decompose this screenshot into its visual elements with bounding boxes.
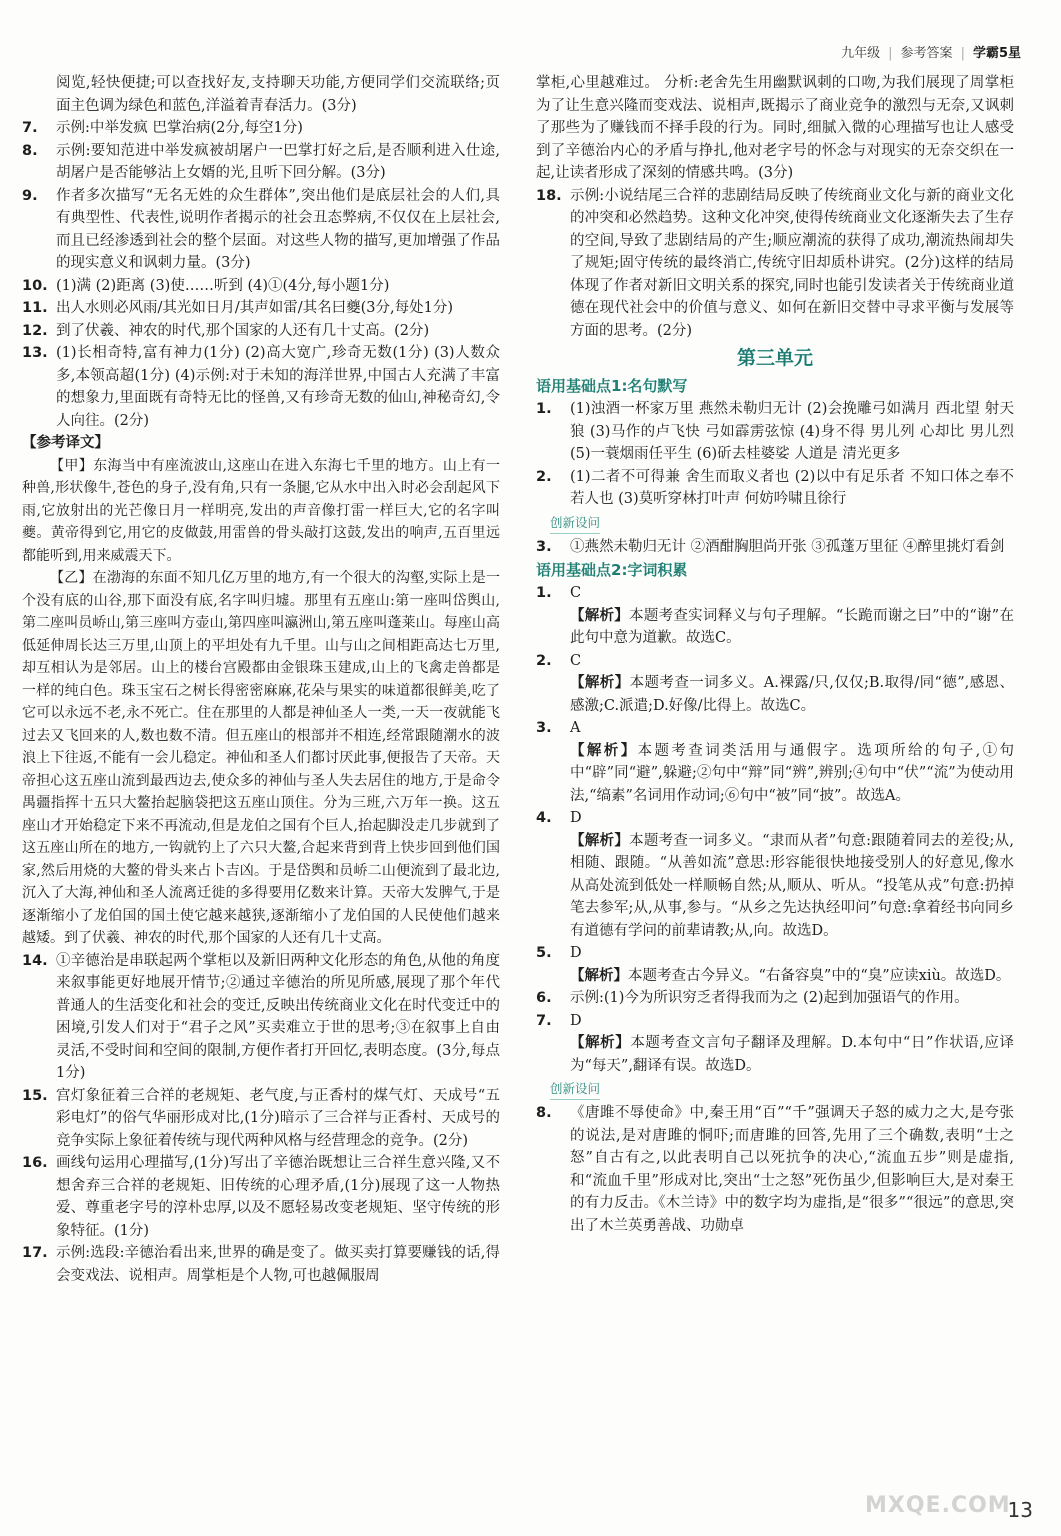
item-text: 示例:选段:辛德治看出来,世界的确是变了。做买卖打算要赚钱的话,得会变戏法、说相声。周掌柜是个人物,可也越佩服周	[56, 1245, 500, 1284]
item-text: 示例:要知范进中举发疯被胡屠户一巴掌打好之后,是否顺利进入仕途,胡屠户是否能够沾上女婿的光,且听下回分解。(3分)	[56, 142, 500, 181]
analysis-label: 【解析】	[570, 606, 630, 624]
answer-item	[536, 650, 1014, 673]
item-number: 2.	[536, 468, 552, 485]
answer-item	[22, 950, 500, 1085]
answer-item	[22, 1152, 500, 1242]
item-number: 7.	[22, 120, 38, 136]
answer-item	[22, 297, 500, 320]
analysis-body: 本题考查实词释义与句子理解。“长跪而谢之曰”中的“谢”在此句中意为道歉。故选C。	[570, 607, 1014, 646]
item-number: 17.	[22, 1245, 48, 1261]
item-text: 画线句运用心理描写,(1分)写出了辛德治既想让三合祥生意兴隆,又不想舍弃三合祥的老规矩、旧传统的心理矛盾,(1分)展现了这一人物热爱、尊重老字号的淳朴忠厚,以及不愿轻易改变老规矩、坚守传统的形象特征。(1分)	[56, 1155, 500, 1239]
section-label: 参考答案	[900, 46, 953, 61]
item-text: 到了伏羲、神农的时代,那个国家的人还有几十丈高。(2分)	[56, 322, 430, 339]
answer-item	[536, 1010, 1014, 1033]
item-text: (1)长相奇特,富有神力(1分) (2)高大宽广,珍奇无数(1分) (3)人数众多,本领高超(1分) (4)示例:对于未知的海洋世界,中国古人充满了丰富的想象力,里面既有奇特无比的怪兽,又有珍奇无数的仙山,神秘奇幻,令人向往。(2分)	[56, 345, 500, 429]
item-number: 3.	[536, 538, 552, 555]
analysis-body: 本题考查古今异义。“右备容臭”中的“臭”应读xiù。故选D。	[628, 967, 1011, 984]
item-number: 18.	[536, 187, 562, 204]
item-number: 8.	[536, 1105, 552, 1121]
analysis-label: 【解析】	[570, 966, 628, 984]
brand-logo: 学霸5星	[972, 46, 1021, 61]
answer-item	[536, 185, 1014, 343]
analysis-text	[536, 965, 1014, 988]
item-number: 1.	[536, 585, 552, 601]
unit-title: 第三单元	[736, 347, 813, 369]
item-text: 示例:小说结尾三合祥的悲剧结局反映了传统商业文化与新的商业文化的冲突和必然趋势。这种文化冲突,使得传统商业文化逐渐失去了生存的空间,导致了悲剧结局的产生;顺应潮流的获得了成功,潮流热闹却失了规矩;固守传统的最终消亡,传统守旧却质朴讲究。(2分)这样的结局体现了作者对新旧文明关系的探究,同时也能引发读者关于传统商业道德在现代社会中的价值与意义、如何在新旧交替中寻求平衡与发展等方面的思考。(2分)	[570, 187, 1014, 339]
item-number: 15.	[22, 1087, 48, 1104]
item-text: 作者多次描写“无名无姓的众生群体”,突出他们是底层社会的人们,具有典型性、代表性,说明作者揭示的社会丑态弊病,不仅仅在上层社会,而且已经渗透到社会的整个层面。对这些人物的描写,更加增强了作品的现实意义和讽刺力量。(3分)	[56, 187, 500, 271]
right-column	[536, 72, 1014, 1237]
answer-item	[22, 342, 500, 432]
analysis-body: 本题考查一词多义。A.裸露/只,仅仅;B.取得/同“德”,感恩、感激;C.派遣;D.好像/比得上。故选C。	[570, 675, 1014, 714]
item-text: D	[570, 945, 582, 961]
item-text: ①辛德治是串联起两个掌柜以及新旧两种文化形态的角色,从他的角度来叙事能更好地展开情节;②通过辛德治的所见所感,展现了那个年代普通人的生活变化和社会的变迁,反映出传统商业文化在时代变迁中的困境,引发人们对于“君子之风”买卖难立于世的思考;③在叙事上自由灵活,不受时间和空间的限制,方便作者打开回忆,表明态度。(3分,每点1分)	[56, 952, 500, 1081]
item-number: 14.	[22, 952, 48, 969]
analysis-label: 【解析】	[570, 831, 630, 849]
item-text: D	[570, 1012, 582, 1029]
answer-item	[536, 807, 1014, 830]
item-text: (1)满 (2)距离 (3)使……听到 (4)①(4分,每小题1分)	[56, 277, 390, 294]
section2-title: 语用基础点2:字词积累	[536, 561, 688, 579]
answer-item	[22, 185, 500, 275]
item-number: 1.	[536, 401, 552, 417]
answer-item	[536, 942, 1014, 965]
analysis-label: 【解析】	[570, 741, 638, 759]
item-number: 12.	[22, 322, 48, 339]
innovation-tag: 创新设问	[550, 1079, 600, 1100]
answer-item	[22, 1085, 500, 1153]
page-number: 13	[1007, 1498, 1033, 1522]
analysis-text	[536, 740, 1014, 808]
left-column	[22, 72, 500, 1287]
analysis-text	[536, 672, 1014, 717]
answer-item	[536, 536, 1014, 559]
intro-paragraph: 阅览,轻快便捷;可以查找好友,支持聊天功能,方便同学们交流联络;页面主色调为绿色和蓝色,洋溢着青春活力。(3分)	[56, 75, 500, 114]
analysis-label: 【解析】	[570, 674, 630, 691]
analysis-body: 本题考查文言句子翻译及理解。D.本句中“日”作状语,应译为“每天”,翻译有误。故选D。	[570, 1035, 1014, 1074]
answer-item	[536, 466, 1014, 511]
watermark: MXQE.COM	[865, 1493, 1011, 1518]
answer-item	[22, 140, 500, 185]
item-text: C	[570, 652, 582, 669]
page-header: 九年级 | 参考答案 | 学霸5星	[841, 46, 1021, 61]
answer-item	[22, 275, 500, 298]
answer-item	[536, 398, 1014, 466]
translation-a: 【甲】东海当中有座流波山,这座山在进入东海七千里的地方。山上有一种兽,形状像牛,苍色的身子,没有角,只有一条腿,它从水中出入时必会刮起风下雨,它放射出的光芒像日月一样明亮,发出的声音像打雷一样巨大,它的名字叫夔。黄帝得到它,用它的皮做鼓,用雷兽的骨头敲打这鼓,发出的响声,五百里远都能听到,用来威震天下。	[22, 457, 500, 564]
item-number: 13.	[22, 345, 48, 361]
item-text: D	[570, 810, 582, 826]
item-number: 10.	[22, 277, 48, 294]
item-number: 9.	[22, 187, 38, 204]
item-text: 示例:中举发疯 巴掌治病(2分,每空1分)	[56, 120, 303, 136]
item-text: 《唐雎不辱使命》中,秦王用“百”“千”强调天子怒的威力之大,是夸张的说法,是对唐雎的恫吓;而唐雎的回答,先用了三个确数,表明“士之怒”自古有之,以此表明自己以死抗争的决心,“流血五步”则是虚指,和“流血千里”形成对比,突出“士之怒”死伤虽少,但影响巨大,是对秦王的有力反击。《木兰诗》中的数字均为虚指,是“很多”“很远”的意思,突出了木兰英勇善战、功勋卓	[570, 1105, 1014, 1234]
item-text: (1)浊酒一杯家万里 燕然未勒归无计 (2)会挽雕弓如满月 西北望 射天狼 (3)马作的卢飞快 弓如霹雳弦惊 (4)身不得 男儿列 心却比 男儿烈 (5)一蓑烟雨任平生 (6)斫去桂婆娑 人道是 清光更多	[570, 401, 1014, 462]
section1-title: 语用基础点1:名句默写	[536, 377, 688, 395]
item-number: 4.	[536, 810, 552, 826]
grade-label: 九年级	[841, 46, 881, 61]
item-text: C	[570, 585, 582, 601]
answer-item	[22, 320, 500, 343]
item-number: 7.	[536, 1012, 552, 1029]
item-number: 5.	[536, 945, 552, 961]
answer-item	[22, 117, 500, 140]
answer-item	[536, 582, 1014, 605]
item-text: 出人水则必风雨/其光如日月/其声如雷/其名曰夔(3分,每处1分)	[56, 300, 454, 316]
innovation-tag: 创新设问	[550, 513, 600, 534]
analysis-text	[536, 830, 1014, 943]
answer-item	[536, 987, 1014, 1010]
analysis-text	[536, 605, 1014, 650]
continuation-paragraph: 掌柜,心里越难过。 分析:老舍先生用幽默讽刺的口吻,为我们展现了周掌柜为了让生意兴隆而变戏法、说相声,既揭示了商业竞争的激烈与无奈,又讽刺了那些为了赚钱而不择手段的行为。同时,细腻入微的心理描写也让人感受到了辛德治内心的矛盾与挣扎,他对老字号的怀念与对现实的无奈交织在一起,让读者形成了深刻的情感共鸣。(3分)	[536, 75, 1014, 181]
item-number: 2.	[536, 652, 552, 669]
analysis-text	[536, 1032, 1014, 1077]
item-number: 3.	[536, 720, 552, 736]
item-number: 11.	[22, 300, 48, 316]
item-number: 16.	[22, 1155, 48, 1171]
item-text: ①燕然未勒归无计 ②酒酣胸胆尚开张 ③孤蓬万里征 ④醉里挑灯看剑	[570, 538, 1005, 555]
answer-item	[536, 1102, 1014, 1237]
item-text: (1)二者不可得兼 舍生而取义者也 (2)以中有足乐者 不知口体之奉不若人也 (3)莫听穿林打叶声 何妨吟啸且徐行	[570, 468, 1014, 507]
translation-b: 【乙】在渤海的东面不知几亿万里的地方,有一个很大的沟壑,实际上是一个没有底的山谷,那下面没有底,名字叫归墟。那里有五座山:第一座叫岱舆山,第二座叫员峤山,第三座叫方壶山,第四座叫瀛洲山,第五座叫蓬莱山。每座山高低延伸周长达三万里,山顶上的平坦处有九千里。山与山之间相距高达七万里,却互相认为是邻居。山上的楼台宫殿都由金银珠玉建成,山上的飞禽走兽都是一样的纯白色。珠玉宝石之树长得密密麻麻,花朵与果实的味道都很鲜美,吃了它可以永远不老,永不死亡。住在那里的人都是神仙圣人一类,一天一夜就能飞过去又飞回来的人,数也数不清。但五座山的根部并不相连,经常跟随潮水的波浪上下往返,不能有一会儿稳定。神仙和圣人们都讨厌此事,便报告了天帝。天帝担心这五座山流到最西边去,使众多的神仙与圣人失去居住的地方,于是命令禺疆指挥十五只大鳌抬起脑袋把这五座山顶住。分为三班,六万年一换。这五座山才开始稳定下来不再流动,但是龙伯之国有个巨人,抬起脚没走几步就到了这五座山所在的地方,一钩就钓上了六只大鳌,合起来背到背上快步回到他们国家,然后用烧的大鳌的骨头来占卜吉凶。于是岱舆和员峤二山便流到了最北边,沉入了大海,神仙和圣人流离迁徙的多得要用亿数来计算。天帝大发脾气,于是逐渐缩小了龙伯国的国土使它越来越狭,逐渐缩小了龙伯国的人民使他们越来越矮。到了伏羲、神农的时代,那个国家的人还有几十丈高。	[22, 570, 500, 946]
analysis-label: 【解析】	[570, 1034, 631, 1051]
translation-label: 【参考译文】	[22, 434, 109, 451]
item-text: 宫灯象征着三合祥的老规矩、老气度,与正香村的煤气灯、天成号“五彩电灯”的俗气华丽形成对比,(1分)暗示了三合祥与正香村、天成号的竞争实际上象征着传统与现代两种风格与经营理念的竞争。(2分)	[56, 1087, 500, 1149]
answer-item	[22, 1242, 500, 1287]
item-text: 示例:(1)今为所识穷乏者得我而为之 (2)起到加强语气的作用。	[570, 990, 969, 1006]
item-number: 8.	[22, 142, 38, 159]
analysis-body: 本题考查一词多义。“隶而从者”句意:跟随着同去的差役;从,相随、跟随。“从善如流”意思:形容能很快地接受别人的好意见,像水从高处流到低处一样顺畅自然;从,顺从、听从。“投笔从戎”句意:扔掉笔去参军;从,从事,参与。“从乡之先达执经叩问”句意:拿着经书向同乡有道德有学问的前辈请教;从,向。故选D。	[570, 832, 1015, 939]
analysis-body: 本题考查词类活用与通假字。选项所给的句子,①句中“辟”同“避”,躲避;②句中“辩”同“辨”,辨别;④句中“伏”“流”为使动用法,“缟素”名词用作动词;⑥句中“被”同“披”。故选A。	[570, 742, 1015, 804]
answer-item	[536, 717, 1014, 740]
item-text: A	[570, 720, 581, 736]
item-number: 6.	[536, 990, 552, 1006]
